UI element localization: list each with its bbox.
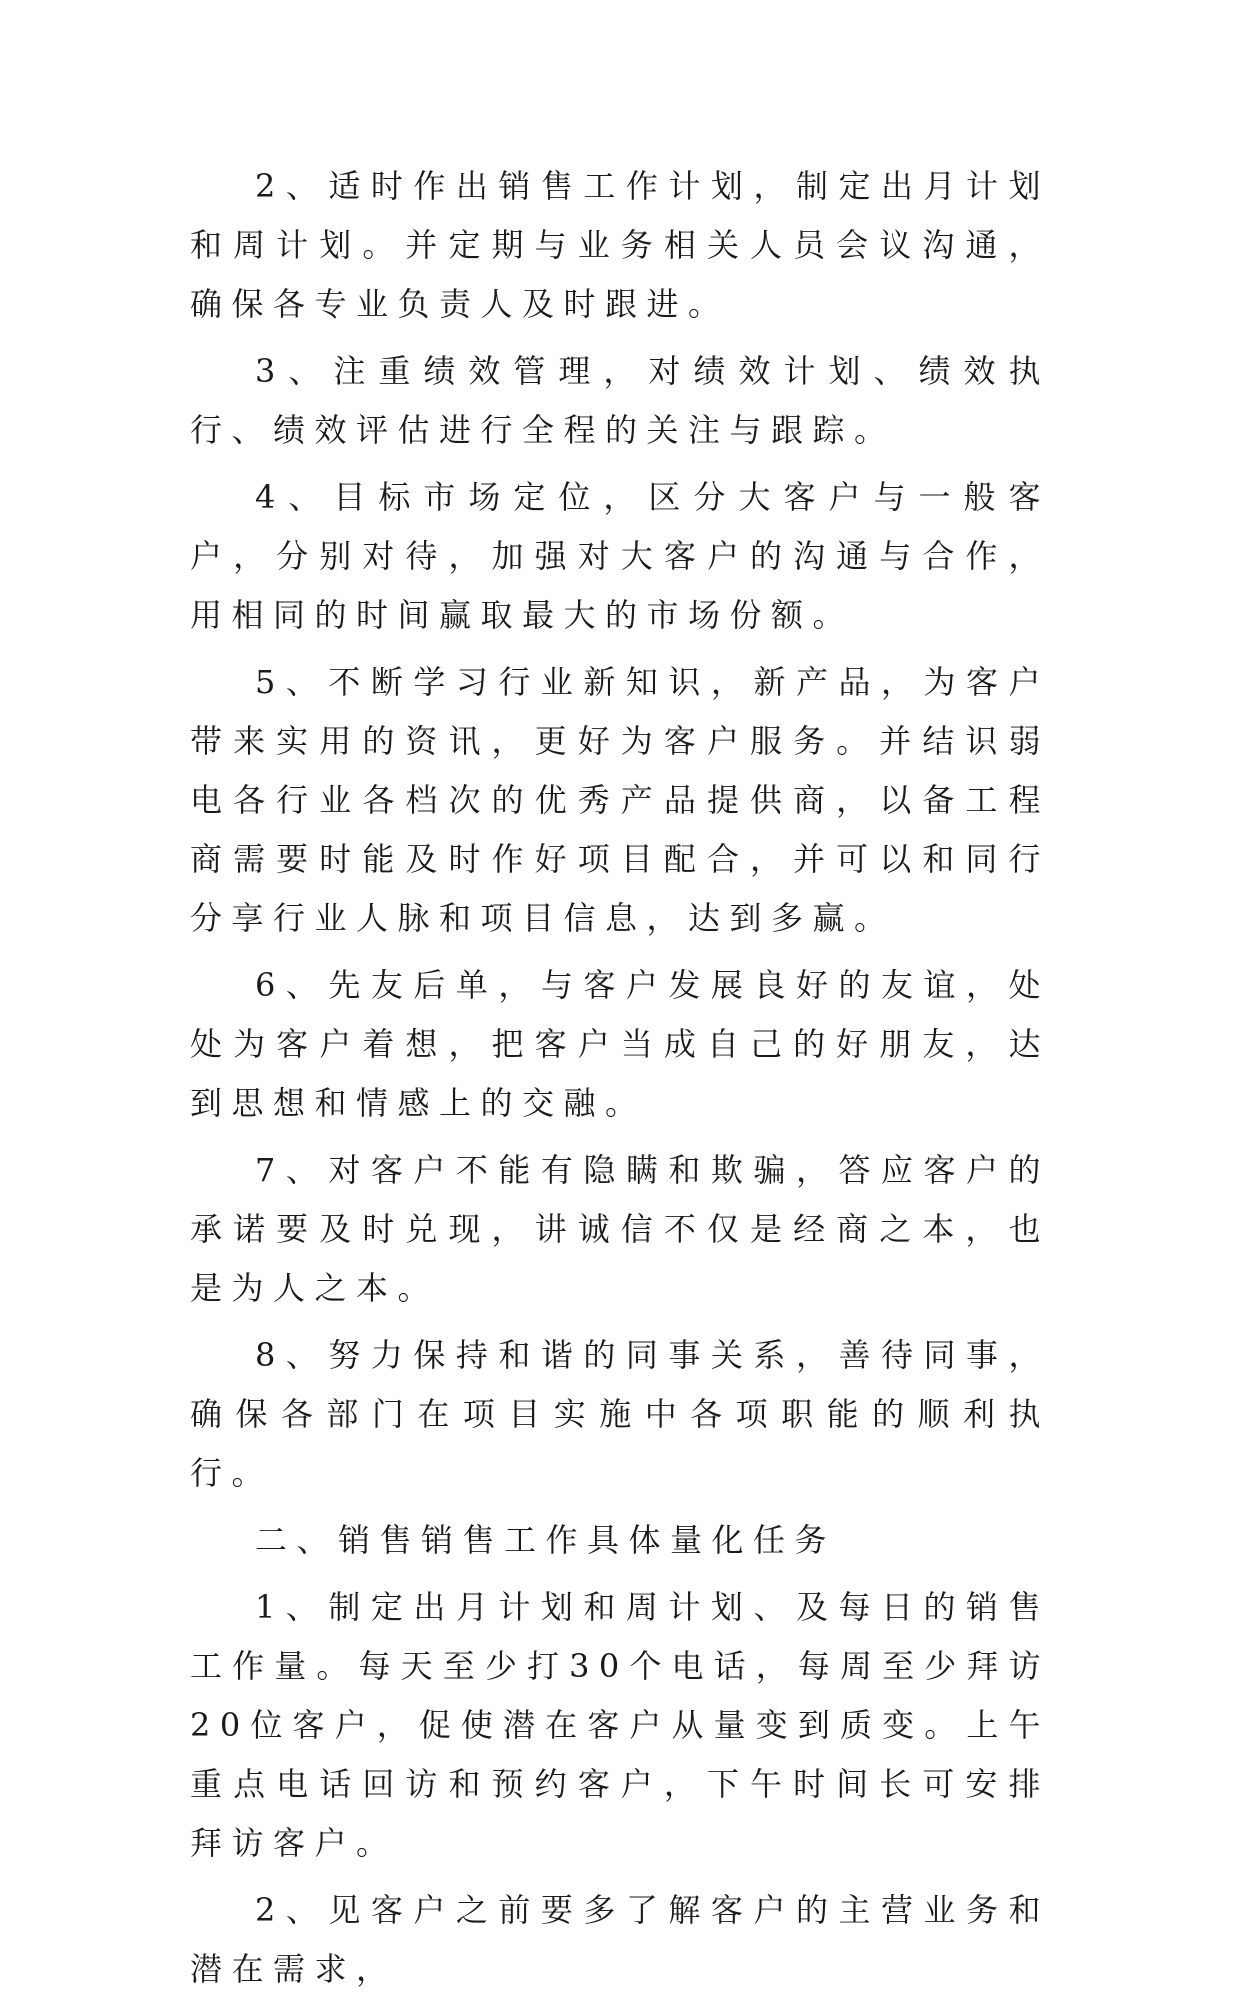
paragraph-item-4-market: 4、目标市场定位，区分大客户与一般客户，分别对待，加强对大客户的沟通与合作，用相同的时间赢取最大的市场份额。 — [190, 478, 1050, 634]
section-heading-quantified-tasks: 二、销售销售工作具体量化任务 — [255, 1521, 837, 1559]
paragraph-item-3-performance: 3、注重绩效管理，对绩效计划、绩效执行、绩效评估进行全程的关注与跟踪。 — [190, 352, 1050, 449]
paragraph-item-5-learning: 5、不断学习行业新知识，新产品，为客户带来实用的资讯，更好为客户服务。并结识弱电各行业各档次的优秀产品提供商，以备工程商需要时能及时作好项目配合，并可以和同行分享行业人脉和项目信息，达到多赢。 — [190, 663, 1050, 937]
paragraph-item-7-honesty: 7、对客户不能有隐瞒和欺骗，答应客户的承诺要及时兑现，讲诚信不仅是经商之本，也是为人之本。 — [190, 1151, 1050, 1307]
paragraph-task-2-preparation: 2、见客户之前要多了解客户的主营业务和潜在需求， — [190, 1891, 1050, 1988]
paragraph-task-1-workload: 1、制定出月计划和周计划、及每日的销售工作量。每天至少打30个电话，每周至少拜访20位客户，促使潜在客户从量变到质变。上午重点电话回访和预约客户，下午时间长可安排拜访客户。 — [190, 1588, 1050, 1862]
paragraph-item-6-friendship: 6、先友后单，与客户发展良好的友谊，处处为客户着想，把客户当成自己的好朋友，达到思想和情感上的交融。 — [190, 966, 1050, 1122]
paragraph-item-8-colleagues: 8、努力保持和谐的同事关系，善待同事，确保各部门在项目实施中各项职能的顺利执行。 — [190, 1336, 1050, 1492]
paragraph-item-2-plan: 2、适时作出销售工作计划，制定出月计划和周计划。并定期与业务相关人员会议沟通，确保各专业负责人及时跟进。 — [190, 167, 1050, 323]
document-body — [190, 157, 1050, 1999]
